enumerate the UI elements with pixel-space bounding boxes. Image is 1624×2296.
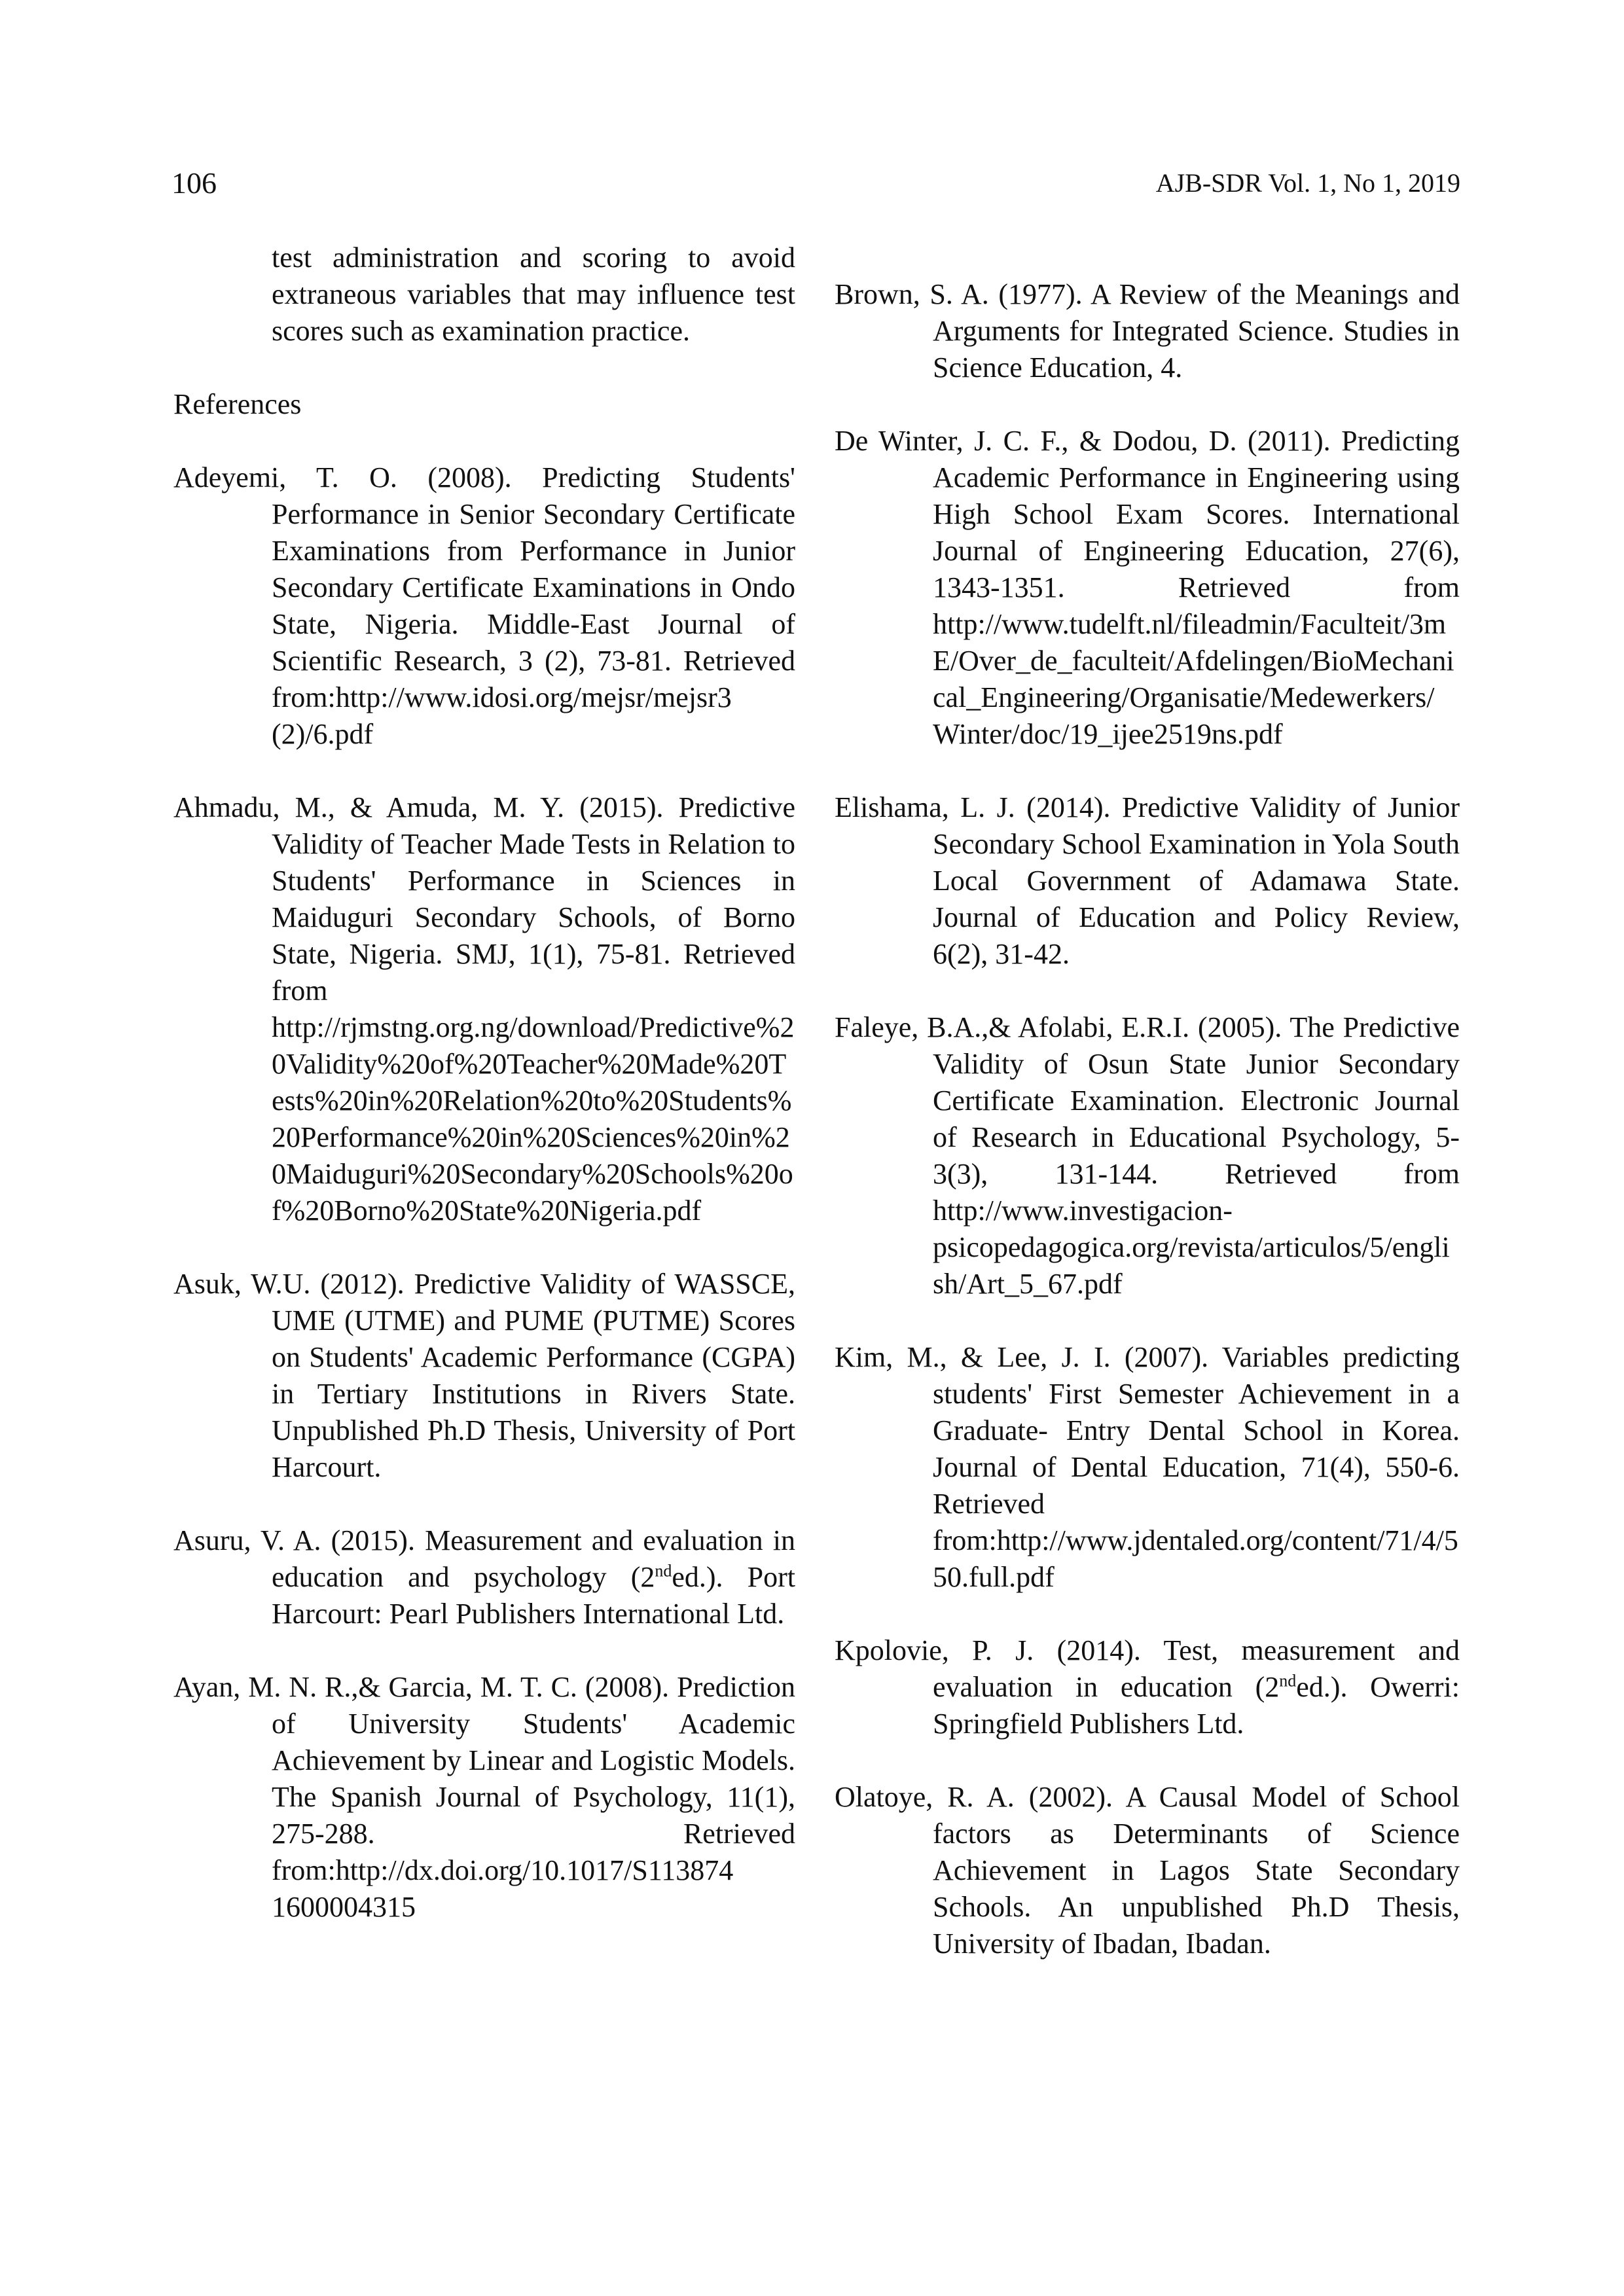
reference-entry-kim: Kim, M., & Lee, J. I. (2007). Variables predicting students' First Semester Achievement in a Graduate- Entry Dental School in Korea. Journal of Dental Education, 71(4), 550-6. Retrieved from:http://www.jdentaled.org/content/71/4/550.full.pdf	[835, 1341, 1460, 1593]
reference-entry-faleye: Faleye, B.A.,& Afolabi, E.R.I. (2005). The Predictive Validity of Osun State Junior Secondary Certificate Examination. Electronic Journal of Research in Educational Psychology, 5-3(3), 131-144. Retrieved from http://www.investigacion-psicopedagogica.org/revista/articulos/5/english/Art_5_67.pdf	[835, 1011, 1460, 1300]
reference-entry-asuk: Asuk, W.U. (2012). Predictive Validity of WASSCE, UME (UTME) and PUME (PUTME) Scores on Students' Academic Performance (CGPA) in Tertiary Institutions in Rivers State. Unpublished Ph.D Thesis, University of Port Harcourt.	[173, 1268, 795, 1483]
superscript-ordinal: nd	[655, 1561, 672, 1581]
reference-text: Kpolovie, P. J. (2014). Test, measurement and evaluation in education (2	[835, 1634, 1460, 1703]
reference-text: ed.). Port Harcourt: Pearl Publishers International Ltd.	[272, 1561, 795, 1630]
reference-entry-elishama: Elishama, L. J. (2014). Predictive Validity of Junior Secondary School Examination in Yola South Local Government of Adamawa State. Journal of Education and Policy Review, 6(2), 31-42.	[835, 791, 1460, 970]
page-number: 106	[171, 166, 217, 200]
reference-entry-ayan: Ayan, M. N. R.,& Garcia, M. T. C. (2008). Prediction of University Students' Academic Achievement by Linear and Logistic Models. The Spanish Journal of Psychology, 11(1), 275-288. Retrieved from:http://dx.doi.org/10.1017/S113874 1600004315	[173, 1671, 795, 1923]
reference-text: Asuru, V. A. (2015). Measurement and evaluation in education and psychology (2	[173, 1524, 795, 1593]
running-head: AJB-SDR Vol. 1, No 1, 2019	[1155, 168, 1460, 198]
right-column	[835, 276, 1460, 1999]
reference-entry-asuru	[173, 1522, 795, 1632]
reference-entry-kpolovie	[835, 1632, 1460, 1742]
reference-entry-olatoye: Olatoye, R. A. (2002). A Causal Model of School factors as Determinants of Science Achievement in Lagos State Secondary Schools. An unpublished Ph.D Thesis, University of Ibadan, Ibadan.	[835, 1781, 1460, 1960]
continuation-paragraph: test administration and scoring to avoid extraneous variables that may influence test scores such as examination practice.	[272, 242, 795, 347]
reference-entry-ahmadu: Ahmadu, M., & Amuda, M. Y. (2015). Predictive Validity of Teacher Made Tests in Relation to Students' Performance in Sciences in Maiduguri Secondary Schools, of Borno State, Nigeria. SMJ, 1(1), 75-81. Retrieved from http://rjmstng.org.ng/download/Predictive%20Validity%20of%20Teacher%20Made%20Tests%20in%20Relation%20to%20Students%20Performance%20in%20Sciences%20in%20Maiduguri%20Secondary%20Schools%20of%20Borno%20State%20Nigeria.pdf	[173, 791, 795, 1227]
reference-entry-de-winter: De Winter, J. C. F., & Dodou, D. (2011). Predicting Academic Performance in Engineering using High School Exam Scores. International Journal of Engineering Education, 27(6), 1343-1351. Retrieved from http://www.tudelft.nl/fileadmin/Faculteit/3mE/Over_de_faculteit/Afdelingen/BioMechanical_Engineering/Organisatie/Medewerkers/Winter/doc/19_ijee2519ns.pdf	[835, 425, 1460, 750]
left-column	[173, 240, 795, 1962]
reference-entry-brown: Brown, S. A. (1977). A Review of the Meanings and Arguments for Integrated Science. Studies in Science Education, 4.	[835, 278, 1460, 384]
references-heading: References	[173, 388, 302, 420]
superscript-ordinal: nd	[1279, 1671, 1297, 1691]
reference-text: ed.). Owerri: Springfield Publishers Ltd.	[933, 1671, 1460, 1740]
reference-entry-adeyemi: Adeyemi, T. O. (2008). Predicting Students' Performance in Senior Secondary Certificate Examinations from Performance in Junior Secondary Certificate Examinations in Ondo State, Nigeria. Middle-East Journal of Scientific Research, 3 (2), 73-81. Retrieved from:http://www.idosi.org/mejsr/mejsr3 (2)/6.pdf	[173, 461, 795, 750]
